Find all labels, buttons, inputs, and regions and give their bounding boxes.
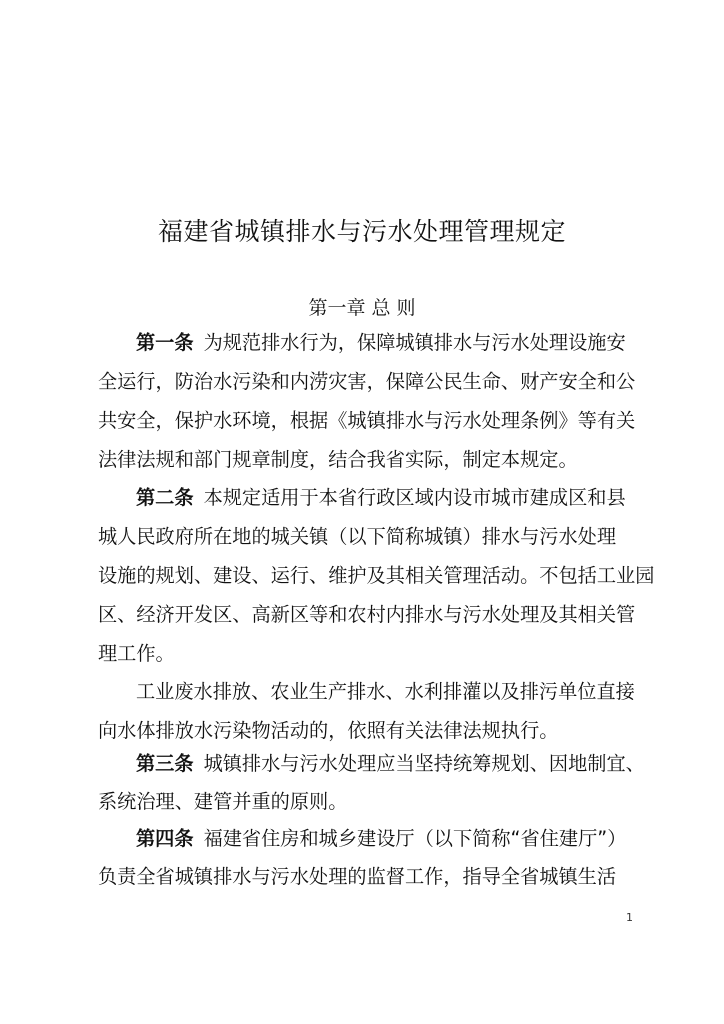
article-3-text: 城镇排水与污水处理应当坚持统筹规划、因地制宜、 <box>203 752 645 775</box>
article-1-first-line <box>136 329 626 357</box>
article-2-line: 城人民政府所在地的城关镇（以下简称城镇）排水与污水处理 <box>98 525 617 548</box>
article-3-label: 第三条 <box>136 752 194 775</box>
article-1-label: 第一条 <box>136 331 194 354</box>
article-3-first-line <box>136 750 645 778</box>
article-2-label: 第二条 <box>136 486 194 509</box>
document-title: 福建省城镇排水与污水处理管理规定 <box>157 217 566 246</box>
article-2-line: 设施的规划、建设、运行、维护及其相关管理活动。不包括工业园 <box>98 564 655 587</box>
article-2-paragraph-2-line: 工业废水排放、农业生产排水、水利排灌以及排污单位直接 <box>136 680 635 703</box>
article-3-line: 系统治理、建管并重的原则。 <box>98 790 348 813</box>
article-4-first-line <box>136 825 626 853</box>
article-2-line: 区、经济开发区、高新区等和农村内排水与污水处理及其相关管 <box>98 603 636 626</box>
article-2-line: 理工作。 <box>98 642 175 665</box>
page-number: 1 <box>626 911 633 924</box>
article-1-line: 全运行，防治水污染和内涝灾害，保障公民生命、财产安全和公 <box>98 370 636 393</box>
article-2-text: 本规定适用于本省行政区域内设市城市建成区和县 <box>203 486 626 509</box>
chapter-heading: 第一章 总 则 <box>308 297 416 319</box>
article-4-label: 第四条 <box>136 827 194 850</box>
article-4-text: 福建省住房和城乡建设厅（以下简称“省住建厅”） <box>203 827 627 850</box>
article-2-paragraph-2-line: 向水体排放水污染物活动的，依照有关法律法规执行。 <box>98 719 559 742</box>
article-1-text: 为规范排水行为，保障城镇排水与污水处理设施安 <box>203 331 626 354</box>
article-1-line: 共安全，保护水环境，根据《城镇排水与污水处理条例》等有关 <box>98 409 636 432</box>
article-2-first-line <box>136 484 626 512</box>
article-4-line: 负责全省城镇排水与污水处理的监督工作，指导全省城镇生活 <box>98 865 617 888</box>
article-1-line: 法律法规和部门规章制度，结合我省实际，制定本规定。 <box>98 448 578 471</box>
